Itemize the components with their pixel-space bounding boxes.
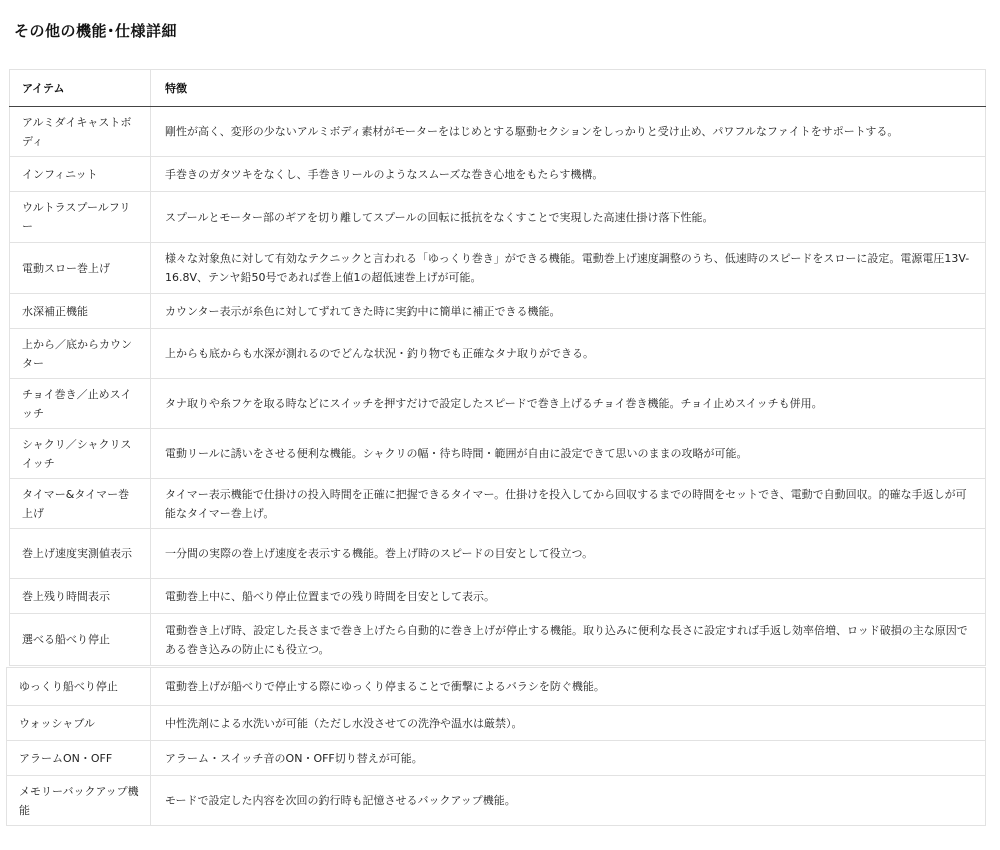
feature-cell: カウンター表示が糸色に対してずれてきた時に実釣中に簡単に補正できる機能。	[151, 294, 986, 329]
table-row	[10, 479, 986, 529]
item-cell: メモリーバックアップ機能	[7, 776, 151, 826]
item-cell: 水深補正機能	[10, 294, 151, 329]
feature-cell: 一分間の実際の巻上げ速度を表示する機能。巻上げ時のスピードの目安として役立つ。	[151, 529, 986, 579]
item-cell: シャクリ／シャクリスイッチ	[10, 429, 151, 479]
feature-cell: 電動リールに誘いをさせる便利な機能。シャクリの幅・待ち時間・範囲が自由に設定できて思いのままの攻略が可能。	[151, 429, 986, 479]
table-row	[10, 329, 986, 379]
column-header-feature: 特徴	[151, 70, 986, 107]
item-cell: ウォッシャブル	[7, 706, 151, 741]
feature-cell: 剛性が高く、変形の少ないアルミボディ素材がモーターをはじめとする駆動セクションをしっかりと受け止め、パワフルなファイトをサポートする。	[151, 107, 986, 157]
item-cell: ウルトラスプールフリー	[10, 192, 151, 243]
feature-cell: 様々な対象魚に対して有効なテクニックと言われる「ゆっくり巻き」ができる機能。電動巻上げ速度調整のうち、低速時のスピードをスローに設定。電源電圧13V-16.8V、テンヤ鉛50号であれば巻上値1の超低速巻上げが可能。	[151, 243, 986, 294]
table-row	[10, 429, 986, 479]
feature-cell: 電動巻上中に、船べり停止位置までの残り時間を目安として表示。	[151, 579, 986, 614]
feature-cell: 手巻きのガタツキをなくし、手巻きリールのようなスムーズな巻き心地をもたらす機構。	[151, 157, 986, 192]
item-cell: 電動スロー巻上げ	[10, 243, 151, 294]
item-cell: 巻上残り時間表示	[10, 579, 151, 614]
item-cell: タイマー&タイマー巻上げ	[10, 479, 151, 529]
table-row	[10, 379, 986, 429]
spec-table	[9, 69, 986, 666]
table-row	[10, 243, 986, 294]
feature-cell: モードで設定した内容を次回の釣行時も記憶させるバックアップ機能。	[151, 776, 986, 826]
item-cell: ゆっくり船べり停止	[7, 668, 151, 706]
table-row	[7, 706, 986, 741]
item-cell: 上から／底からカウンター	[10, 329, 151, 379]
feature-cell: 上からも底からも水深が測れるのでどんな状況・釣り物でも正確なタナ取りができる。	[151, 329, 986, 379]
table-row	[10, 107, 986, 157]
feature-cell: 電動巻き上げ時、設定した長さまで巻き上げたら自動的に巻き上げが停止する機能。取り込みに便利な長さに設定すれば手返し効率倍増、ロッド破損の主な原因である巻き込みの防止にも役立つ。	[151, 614, 986, 666]
spec-table-continued	[6, 667, 986, 826]
table-row	[7, 776, 986, 826]
table-row	[10, 157, 986, 192]
table-row	[7, 741, 986, 776]
feature-cell: 電動巻上げが船べりで停止する際にゆっくり停まることで衝撃によるバラシを防ぐ機能。	[151, 668, 986, 706]
table-row	[10, 294, 986, 329]
table-header-row	[10, 70, 986, 107]
item-cell: 選べる船べり停止	[10, 614, 151, 666]
table-row	[10, 579, 986, 614]
page-title: その他の機能･仕様詳細	[14, 22, 178, 40]
feature-cell: タナ取りや糸フケを取る時などにスイッチを押すだけで設定したスピードで巻き上げるチョイ巻き機能。チョイ止めスイッチも併用。	[151, 379, 986, 429]
table-row	[7, 668, 986, 706]
feature-cell: 中性洗剤による水洗いが可能（ただし水没させての洗浄や温水は厳禁）。	[151, 706, 986, 741]
item-cell: アラームON・OFF	[7, 741, 151, 776]
table-row	[10, 192, 986, 243]
item-cell: 巻上げ速度実測値表示	[10, 529, 151, 579]
feature-cell: タイマー表示機能で仕掛けの投入時間を正確に把握できるタイマー。仕掛けを投入してから回収するまでの時間をセットでき、電動で自動回収。的確な手返しが可能なタイマー巻上げ。	[151, 479, 986, 529]
feature-cell: スプールとモーター部のギアを切り離してスプールの回転に抵抗をなくすことで実現した高速仕掛け落下性能。	[151, 192, 986, 243]
column-header-item: アイテム	[10, 70, 151, 107]
table-row	[10, 529, 986, 579]
item-cell: チョイ巻き／止めスイッチ	[10, 379, 151, 429]
table-row	[10, 614, 986, 666]
feature-cell: アラーム・スイッチ音のON・OFF切り替えが可能。	[151, 741, 986, 776]
item-cell: アルミダイキャストボディ	[10, 107, 151, 157]
item-cell: インフィニット	[10, 157, 151, 192]
